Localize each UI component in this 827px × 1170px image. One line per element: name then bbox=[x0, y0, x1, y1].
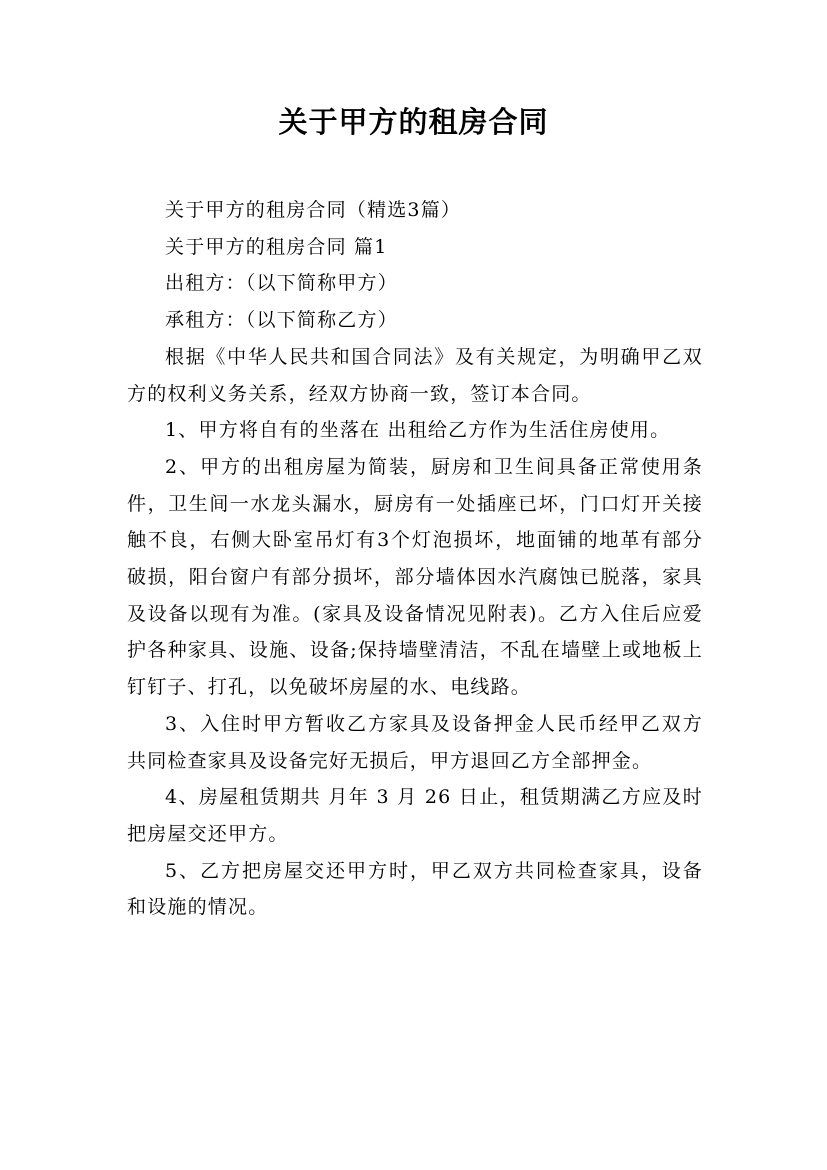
paragraph-lessor: 出租方：（以下简称甲方） bbox=[165, 272, 398, 295]
paragraph-lessee: 承租方：（以下简称乙方） bbox=[165, 309, 398, 332]
paragraph-clause-5: 5、乙方把房屋交还甲方时，甲乙双方共同检查家具，设备和设施的情况。 bbox=[127, 859, 703, 919]
paragraph-clause-2: 2、甲方的出租房屋为简装，厨房和卫生间具备正常使用条件，卫生间一水龙头漏水，厨房有一处插座已坏，门口灯开关接触不良，右侧大卧室吊灯有3个灯泡损坏，地面铺的地革有部分破损，阳台窗户有部分损坏，部分墙体因水汽腐蚀已脱落，家具及设备以现有为准。(家具及设备情况见附表)。乙方入住后应爱护各种家具、设施、设备;保持墙壁清洁，不乱在墙壁上或地板上钉钉子、打孔，以免破坏房屋的水、电线路。 bbox=[127, 455, 703, 699]
paragraph-clause-3: 3、入住时甲方暂收乙方家具及设备押金人民币经甲乙双方共同检查家具及设备完好无损后，甲方退回乙方全部押金。 bbox=[127, 712, 703, 772]
paragraph-heading-part1: 关于甲方的租房合同 篇1 bbox=[165, 235, 388, 258]
paragraph-clause-4: 4、房屋租赁期共 月年 3 月 26 日止，租赁期满乙方应及时把房屋交还甲方。 bbox=[127, 786, 703, 845]
paragraph-clause-1: 1、甲方将自有的坐落在 出租给乙方作为生活住房使用。 bbox=[165, 419, 671, 442]
paragraph-preamble: 根据《中华人民共和国合同法》及有关规定，为明确甲乙双方的权利义务关系，经双方协商一致，签订本合同。 bbox=[127, 345, 703, 405]
document-body bbox=[127, 192, 703, 926]
document-title: 关于甲方的租房合同 bbox=[278, 105, 549, 139]
paragraph-heading-selection: 关于甲方的租房合同（精选3篇） bbox=[165, 199, 462, 221]
